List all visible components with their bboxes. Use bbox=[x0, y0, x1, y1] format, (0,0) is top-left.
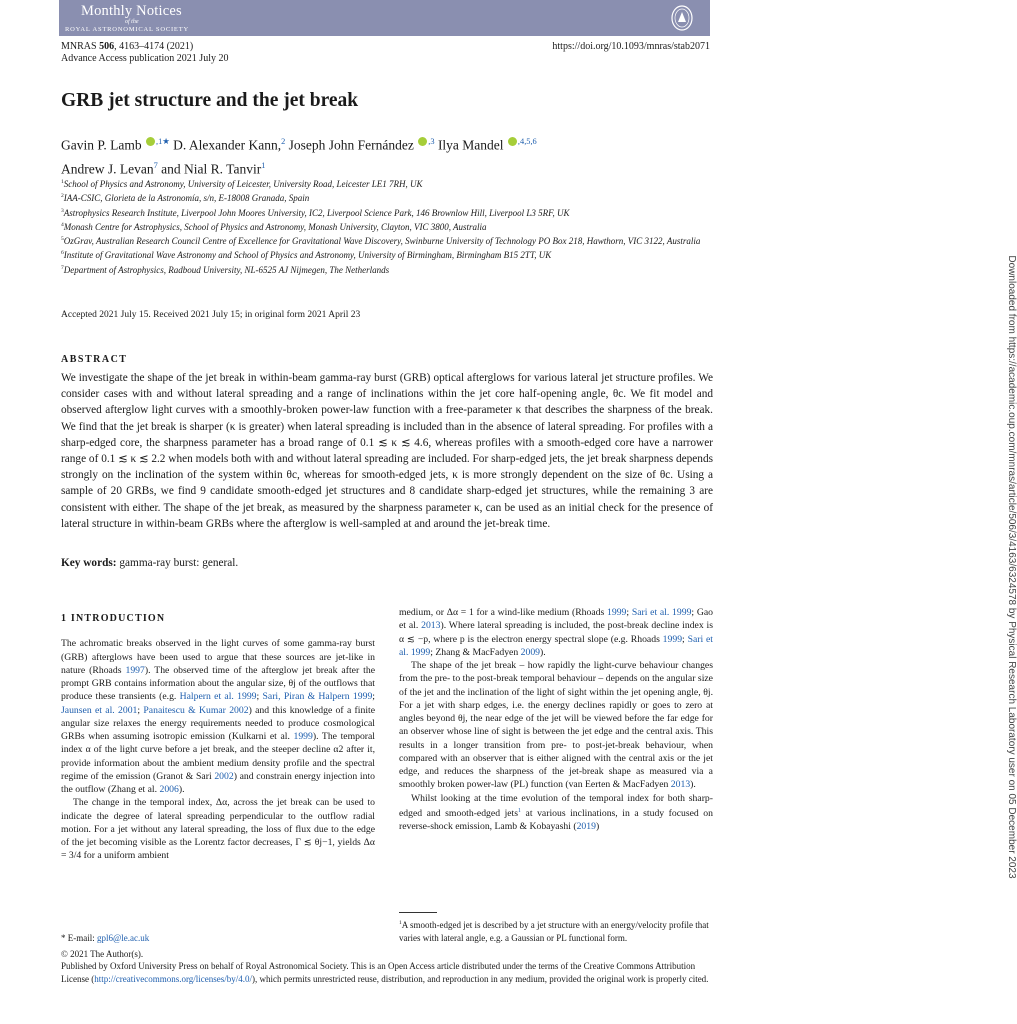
doi-link[interactable]: https://doi.org/10.1093/mnras/stab2071 bbox=[552, 41, 710, 52]
email-footnote: * E-mail: gpl6@le.ac.uk bbox=[61, 933, 150, 943]
citation-link[interactable]: 2006 bbox=[159, 784, 179, 795]
keywords: Key words: gamma-ray burst: general. bbox=[61, 557, 239, 569]
citation-link[interactable]: Sari, Piran & Halpern 1999 bbox=[262, 691, 373, 703]
ras-seal-icon bbox=[670, 4, 694, 32]
copyright: © 2021 The Author(s). bbox=[61, 949, 144, 959]
citation-link[interactable]: Panaitescu & Kumar 2002 bbox=[143, 704, 249, 716]
journal-of: of the bbox=[125, 19, 139, 25]
citation-link[interactable]: 1997 bbox=[125, 664, 145, 676]
footnote-rule bbox=[399, 912, 437, 913]
society-name: ROYAL ASTRONOMICAL SOCIETY bbox=[65, 26, 189, 33]
paragraph: The shape of the jet break – how rapidly the light-curve behaviour changes from the pre- to the post-break temporal behaviour – depends on the angular size of the jet and the inclination of the light of sight within the jet opening angle, θj. For a jet with sharp edges, i.e. the energy declines rapidly or goes to zero at angles beyond θj, the near edge of the jet will be viewed before the far edge for an observer whose line of sight is between the jet edge and the central axis. This results in a longer transition from pre- to post-jet-break behaviour, when compared with an observer that is either aligned with the central axis or the jet edge, and reduces the sharpness of the jet-break shape as measured via a smoothly broken power-law (PL) function (van Eerten & MacFadyen 2013). bbox=[399, 660, 713, 791]
paragraph: The achromatic breaks observed in the light curves of some gamma-ray burst (GRB) afterglows have been used to argue that these sources are jet-like in nature (Rhoads 1997). The observed time of the afterglow jet break after the prompt GRB contains information about the angular size, θj of the outflows that produce these transients (e.g. Halpern et al. 1999; Sari, Piran & Halpern 1999; Jaunsen et al. 2001; Panaitescu & Kumar 2002) and this knowledge of a finite angular size relaxes the energy requirements needed to produce cosmological GRBs when assuming isotropic emission (Kulkarni et al. 1999). The temporal index α of the light curve before a jet break, and the steeper decline α2 after it, provide information about the ambient medium density profile and the spectral regime of the emission (Granot & Sari 2002) and constrain energy injection into the outflow (Zhang et al. 2006). bbox=[61, 638, 376, 795]
paper-title: GRB jet structure and the jet break bbox=[61, 90, 359, 111]
affiliation-item: $^2$IAA-CSIC, Glorieta de la Astronomía, s/n, E-18008 Granada, Spain bbox=[61, 193, 310, 204]
left-column bbox=[61, 612, 375, 863]
license-link[interactable]: http://creativecommons.org/licenses/by/4.0/ bbox=[94, 973, 253, 984]
author-name: Gavin P. Lamb bbox=[61, 137, 142, 153]
right-column bbox=[399, 606, 713, 833]
citation-link[interactable]: 1999 bbox=[607, 607, 627, 618]
section-heading: 1 INTRODUCTION bbox=[61, 613, 166, 624]
orcid-icon[interactable] bbox=[418, 137, 427, 146]
citation-link[interactable]: 2019 bbox=[576, 821, 596, 833]
paragraph: Whilst looking at the time evolution of the temporal index for both sharp-edged and smooth-edged jets$^1$ at various inclinations, in a study focused on reverse-shock emission, Lamb & Kobayashi (2019) bbox=[399, 792, 713, 833]
author-name: Joseph John Fernández bbox=[288, 137, 414, 153]
affiliation-item: $^4$Monash Centre for Astrophysics, School of Physics and Astronomy, Monash University, Clayton, VIC 3800, Australia bbox=[61, 221, 487, 232]
download-note: Downloaded from https://academic.oup.com/mnras/article/506/3/4163/6324578 by Physical Research Laboratory user on 05 December 2023 bbox=[1006, 255, 1017, 879]
author-name: D. Alexander Kann, bbox=[173, 137, 282, 153]
orcid-icon[interactable] bbox=[508, 137, 517, 146]
affiliation-item: $^3$Astrophysics Research Institute, Liverpool John Moores University, IC2, Liverpool Science Park, 146 Brownlow Hill, Liverpool L3 5RF, UK bbox=[61, 207, 570, 218]
author-name: Andrew J. Levan bbox=[61, 161, 154, 176]
license-text: Published by Oxford University Press on behalf of Royal Astronomical Society. This is an Open Access article distributed under the terms of the Creative Commons Attribution License (http://creativecommons.org/licenses/by/4.0/), which permits unrestricted reuse, distribution, and reproduction in any medium, provided the original work is properly cited. bbox=[61, 961, 709, 984]
citation-link[interactable]: 2013 bbox=[670, 779, 691, 791]
footnote-1: $^1$A smooth-edged jet is described by a jet structure with an energy/velocity profile that varies with lateral angle, e.g. a Gaussian or PL functional form. bbox=[399, 920, 709, 943]
citation-link[interactable]: Jaunsen et al. 2001 bbox=[61, 704, 138, 716]
citation-link[interactable]: 2013 bbox=[421, 620, 441, 632]
citation-link[interactable]: 1999 bbox=[293, 731, 313, 742]
citation-link[interactable]: 1999 bbox=[662, 633, 683, 645]
affiliation-item: $^7$Department of Astrophysics, Radboud University, NL-6525 AJ Nijmegen, The Netherlands bbox=[61, 264, 390, 275]
affiliation-item: $^1$School of Physics and Astronomy, University of Leicester, University Road, Leicester LE1 7RH, UK bbox=[61, 179, 423, 189]
author-name: Ilya Mandel bbox=[437, 137, 504, 153]
email-link[interactable]: gpl6@le.ac.uk bbox=[97, 933, 150, 943]
orcid-icon[interactable] bbox=[146, 137, 155, 146]
affiliation-item: $^5$OzGrav, Australian Research Council Centre of Excellence for Gravitational Wave Discovery, Swinburne University of Technology PO Box 218, Hawthorn, VIC 3122, Australia bbox=[61, 236, 701, 247]
paragraph: medium, or Δα = 1 for a wind-like medium (Rhoads 1999; Sari et al. 1999; Gao et al. 2013). Where lateral spreading is included, the post-break decline index is α ≲ −p, where p is the electron energy spectral slope (e.g. Rhoads 1999; Sari et al. 1999; Zhang & MacFadyen 2009). bbox=[399, 607, 714, 658]
author-name: and Nial R. Tanvir bbox=[161, 161, 262, 176]
dates-line: Accepted 2021 July 15. Received 2021 July 15; in original form 2021 April 23 bbox=[61, 310, 361, 320]
citation-link[interactable]: 2009 bbox=[520, 646, 540, 658]
author-list: Gavin P. Lamb $^{,1★}$ D. Alexander Kann,$^2$ Joseph John Fernández $^{,3}$ Ilya Mandel $^{,4,5,6}$ Andrew J. Levan$^7$ and Nial R. Tanvir$^1$ bbox=[61, 137, 537, 176]
affiliation-list bbox=[61, 176, 711, 276]
abstract-text: We investigate the shape of the jet break in within-beam gamma-ray burst (GRB) optical afterglows for various lateral jet structure profiles. We consider cases with and without lateral spreading and a range of inclinations within the jet core half-opening angle, θc. We fit model and observed afterglow light curves with a smoothly-broken power-law function with a free-parameter κ that describes the sharpness of the break. We find that the jet break is sharper (κ is greater) when lateral spreading is included than in the absence of lateral spreading. For profiles with a sharp-edged core, the sharpness parameter has a broad range of 0.1 ≲ κ ≲ 4.6, whereas profiles with a smooth-edged core have a narrower range of 0.1 ≲ κ ≲ 2.2 when models both with and without lateral spreading are included. For sharp-edged jets, the jet break sharpness depends strongly on the inclination of the system within θc, whereas for smooth-edged jets, κ is more strongly dependent on the size of θc. Using a sample of 20 GRBs, we find 9 candidate smooth-edged jet structures and 8 candidate sharp-edged jet structures, while the remaining 3 are consistent with either. The shape of the jet break, as measured by the sharpness parameter κ, can be used as an initial check for the presence of lateral structure in within-beam GRBs where the afterglow is well-sampled at and around the jet-break time. bbox=[61, 372, 713, 530]
journal-masthead bbox=[59, 0, 710, 36]
citation-link[interactable]: Sari et al. 1999 bbox=[399, 633, 713, 658]
citation-link[interactable]: Halpern et al. 1999 bbox=[179, 691, 257, 703]
citation-link[interactable]: 2002 bbox=[214, 770, 234, 782]
advance-access-line: Advance Access publication 2021 July 20 bbox=[61, 53, 229, 64]
citation-link[interactable]: Sari et al. 1999 bbox=[631, 607, 692, 618]
citation-line: MNRAS 506, 4163–4174 (2021) bbox=[61, 41, 194, 52]
footnote-marker[interactable]: 1 bbox=[518, 807, 522, 814]
paragraph: The change in the temporal index, Δα, across the jet break can be used to indicate the degree of lateral spreading perpendicular to the outflow radial motion. For a jet without any lateral spreading, the loss of flux due to the edge of the jet becoming visible as the Lorentz factor decreases, Γ ≲ θj−1, yields Δα = 3/4 for a uniform ambient bbox=[61, 797, 375, 862]
abstract-heading: ABSTRACT bbox=[61, 354, 128, 365]
affiliation-item: $^6$Institute of Gravitational Wave Astronomy and School of Physics and Astronomy, University of Birmingham, Birmingham B15 2TT, UK bbox=[61, 250, 552, 261]
license-footer bbox=[61, 948, 711, 985]
journal-name: Monthly Notices bbox=[81, 3, 182, 19]
